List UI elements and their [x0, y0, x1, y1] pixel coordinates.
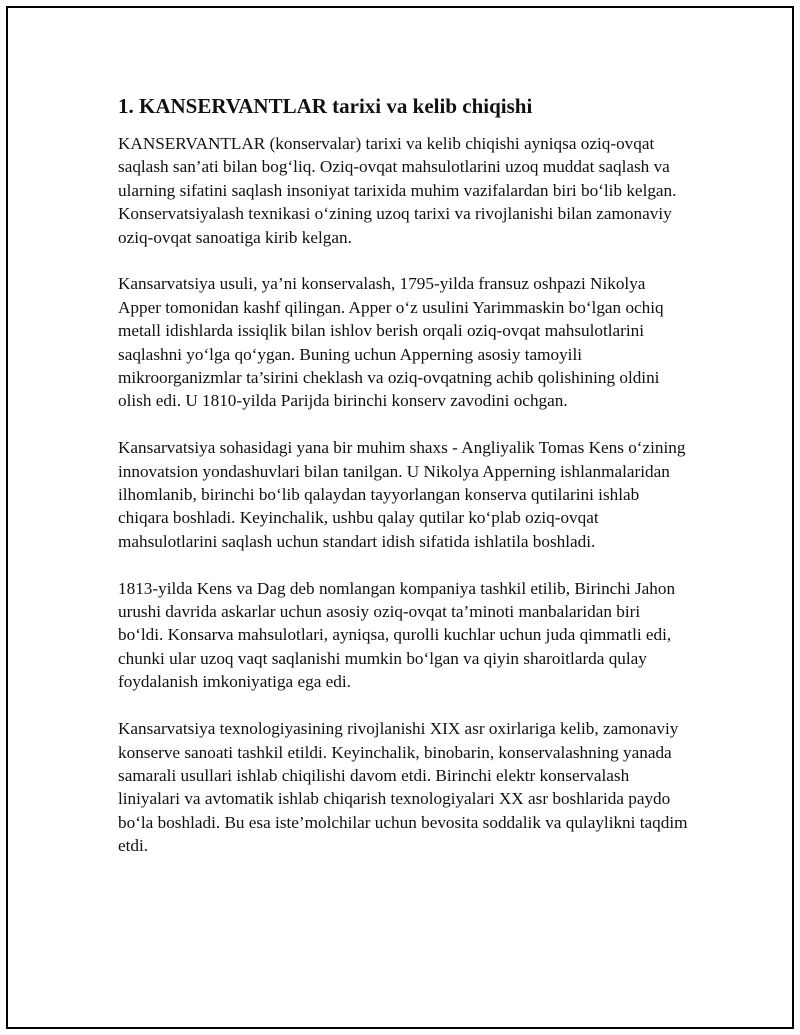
document-body	[118, 92, 688, 881]
paragraph-company: 1813-yilda Kens va Dag deb nomlangan kompaniya tashkil etilib, Birinchi Jahon urushi davrida askarlar uchun asosiy oziq-ovqat ta’minoti manbalaridan biri bo‘ldi. Konsarva mahsulotlari, ayniqsa, qurolli kuchlar uchun juda qimmatli edi, chunki ular uzoq vaqt saqlanishi mumkin bo‘lgan va qiyin sharoitlarda qulay foydalanish imkoniyatiga ega edi.	[118, 578, 676, 692]
paragraph-appert: Kansarvatsiya usuli, ya’ni konservalash, 1795-yilda fransuz oshpazi Nikolya Apper tomonidan kashf qilingan. Apper o‘z usulini Yarimmaskin bo‘lgan ochiq metall idishlarda issiqlik bilan ishlov berish orqali oziq-ovqat mahsulotlarini saqlashni yo‘lga qo‘ygan. Buning uchun Apperning asosiy tamoyili mikroorganizmlar ta’sirini cheklash va oziq-ovqatning achib qolishining oldini olish edi. U 1810-yilda Parijda birinchi konserv zavodini ochgan.	[118, 274, 664, 411]
section-heading: 1. KANSERVANTLAR tarixi va kelib chiqishi	[118, 94, 533, 118]
paragraph-intro: KANSERVANTLAR (konservalar) tarixi va kelib chiqishi ayniqsa oziq-ovqat saqlash san’ati bilan bog‘liq. Oziq-ovqat mahsulotlarini uzoq muddat saqlash va ularning sifatini saqlash insoniyat tarixida muhim vazifalardan biri bo‘lib kelgan. Konservatsiyalash texnikasi o‘zining uzoq tarixi va rivojlanishi bilan zamonaviy oziq-ovqat sanoatiga kirib kelgan.	[118, 134, 677, 247]
paragraph-kens: Kansarvatsiya sohasidagi yana bir muhim shaxs - Angliyalik Tomas Kens o‘zining innovatsion yondashuvlari bilan tanilgan. U Nikolya Apperning ishlanmalaridan ilhomlanib, birinchi bo‘lib qalaydan tayyorlangan konserva qutilarini ishlab chiqara boshladi. Keyinchalik, ushbu qalay qutilar ko‘plab oziq-ovqat mahsulotlarini saqlash uchun standart idish sifatida ishlatila boshladi.	[118, 438, 686, 551]
paragraph-technology: Kansarvatsiya texnologiyasining rivojlanishi XIX asr oxirlariga kelib, zamonaviy konserve sanoati tashkil etildi. Keyinchalik, binobarin, konservalashning yanada samarali usullari ishlab chiqilishi davom etdi. Birinchi elektr konservalash liniyalari va avtomatik ishlab chiqarish texnologiyalari XX asr boshlarida paydo bo‘la boshladi. Bu esa iste’molchilar uchun bevosita soddalik va qulaylikni taqdim etdi.	[118, 719, 688, 856]
